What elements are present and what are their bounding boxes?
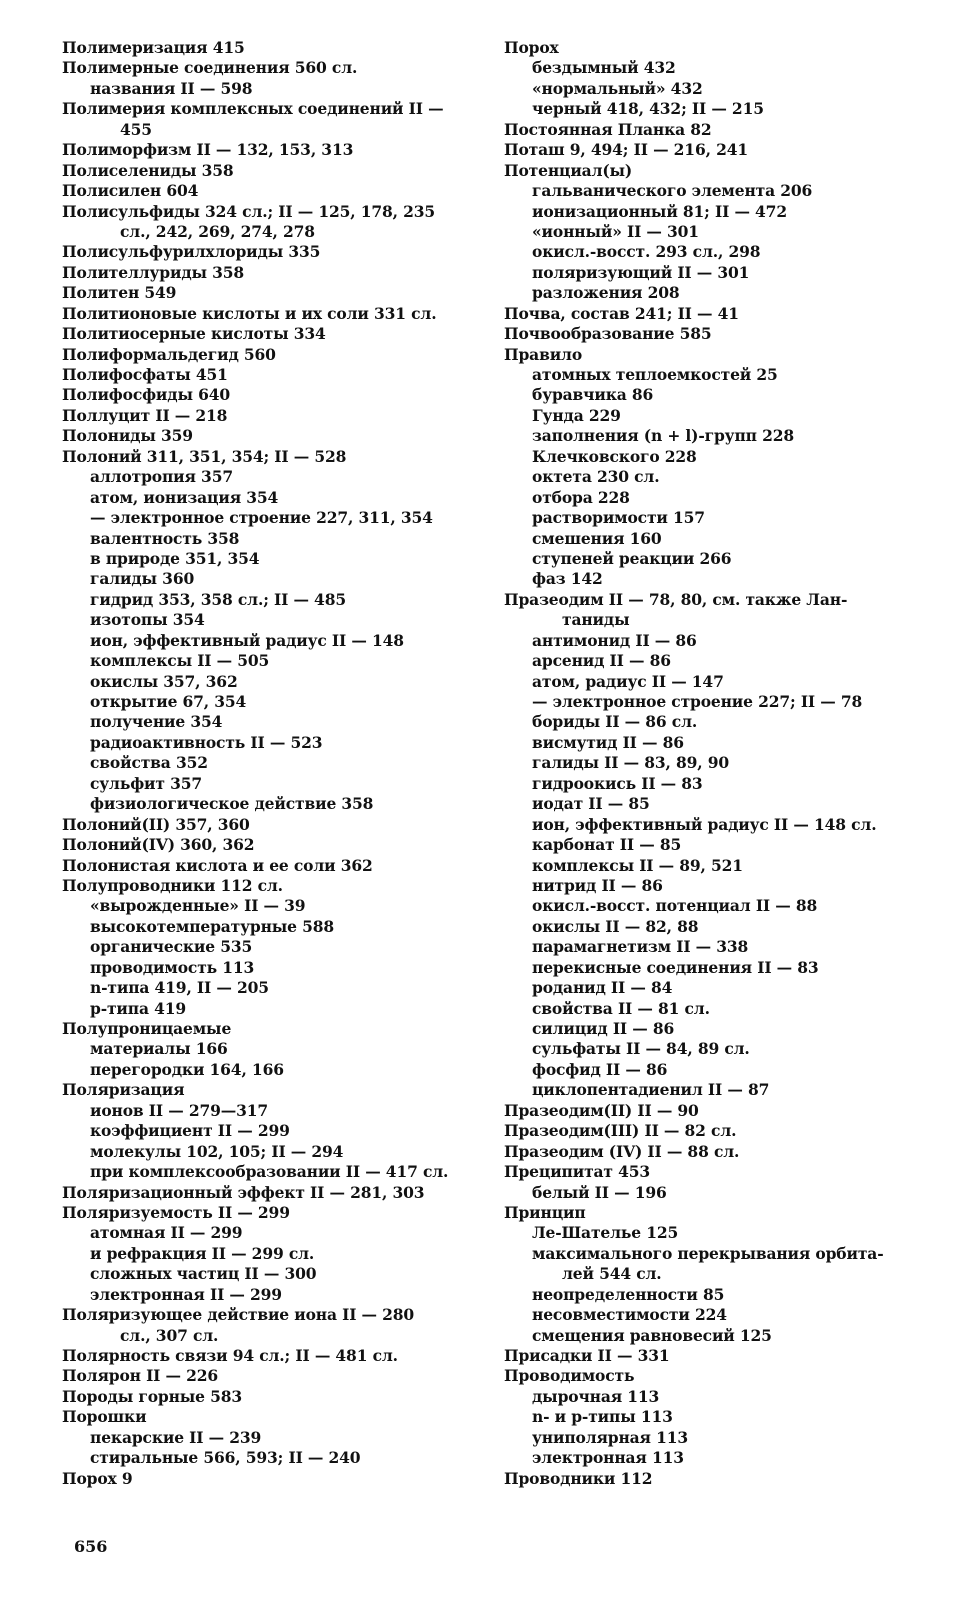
index-subentry: сульфит 357 bbox=[90, 773, 202, 793]
index-subentry: атомных теплоемкостей 25 bbox=[532, 365, 778, 384]
index-continuation: лей 544 сл. bbox=[562, 1264, 662, 1284]
index-subentry: стиральные 566, 593; II — 240 bbox=[90, 1448, 361, 1468]
index-subentry: Клечковского 228 bbox=[532, 446, 697, 466]
index-subentry: буравчика 86 bbox=[532, 385, 654, 405]
index-subentry: Ле-Шателье 125 bbox=[532, 1223, 679, 1243]
index-entry: Полифосфаты 451 bbox=[62, 365, 228, 384]
index-entry: Полонистая кислота и ее соли 362 bbox=[62, 855, 373, 875]
index-entry: Почва, состав 241; II — 41 bbox=[504, 303, 739, 323]
index-entry: Полимеризация 415 bbox=[62, 38, 245, 57]
index-subentry: сульфаты II — 84, 89 сл. bbox=[532, 1039, 750, 1059]
index-subentry: фаз 142 bbox=[532, 569, 603, 589]
index-entry: Полисульфиды 324 сл.; II — 125, 178, 235 bbox=[62, 201, 436, 221]
index-subentry: октета 230 сл. bbox=[532, 467, 660, 487]
index-entry: Постоянная Планка 82 bbox=[504, 119, 712, 139]
index-subentry: нитрид II — 86 bbox=[532, 875, 663, 895]
index-subentry: валентность 358 bbox=[90, 528, 240, 548]
index-subentry: свойства 352 bbox=[90, 753, 208, 773]
index-subentry: антимонид II — 86 bbox=[532, 630, 697, 650]
index-subentry: пекарские II — 239 bbox=[90, 1427, 262, 1447]
index-subentry: неопределенности 85 bbox=[532, 1284, 725, 1304]
index-subentry: перекисные соединения II — 83 bbox=[532, 957, 819, 977]
index-subentry: n-типа 419, II — 205 bbox=[90, 978, 269, 998]
index-column-right bbox=[504, 38, 924, 1489]
index-entry: Празеодим(II) II — 90 bbox=[504, 1100, 699, 1120]
index-continuation: 455 bbox=[120, 119, 152, 139]
index-entry: Полиселениды 358 bbox=[62, 160, 234, 180]
index-subentry: гидрид 353, 358 сл.; II — 485 bbox=[90, 589, 346, 609]
index-entry: Политиосерные кислоты 334 bbox=[62, 324, 326, 344]
index-subentry: атом, радиус II — 147 bbox=[532, 671, 724, 691]
index-entry: Преципитат 453 bbox=[504, 1162, 651, 1182]
index-subentry: физиологическое действие 358 bbox=[90, 794, 374, 814]
index-entry: Полупроницаемые bbox=[62, 1019, 232, 1038]
index-entry: Правило bbox=[504, 344, 583, 364]
index-column-left bbox=[62, 38, 462, 1489]
index-entry: Празеодим(III) II — 82 сл. bbox=[504, 1121, 737, 1141]
index-subentry: Гунда 229 bbox=[532, 405, 621, 425]
index-subentry: в природе 351, 354 bbox=[90, 548, 260, 568]
index-subentry: ион, эффективный радиус II — 148 сл. bbox=[532, 814, 877, 834]
index-subentry: аллотропия 357 bbox=[90, 467, 233, 487]
index-subentry: черный 418, 432; II — 215 bbox=[532, 99, 764, 119]
index-entry: Полярность связи 94 сл.; II — 481 сл. bbox=[62, 1346, 398, 1365]
index-entry: Полоний 311, 351, 354; II — 528 bbox=[62, 446, 347, 466]
index-subentry: парамагнетизм II — 338 bbox=[532, 937, 749, 957]
index-subentry: бориды II — 86 сл. bbox=[532, 712, 698, 732]
index-subentry: комплексы II — 505 bbox=[90, 651, 270, 671]
index-entry: Принцип bbox=[504, 1202, 586, 1222]
index-subentry: атом, ионизация 354 bbox=[90, 487, 279, 507]
index-entry: Полимерия комплексных соединений II — bbox=[62, 99, 444, 119]
index-subentry: несовместимости 224 bbox=[532, 1305, 727, 1325]
index-subentry: циклопентадиенил II — 87 bbox=[532, 1080, 770, 1100]
index-subentry: силицид II — 86 bbox=[532, 1019, 675, 1038]
index-subentry: арсенид II — 86 bbox=[532, 651, 671, 671]
index-subentry: растворимости 157 bbox=[532, 508, 705, 528]
index-continuation: сл., 242, 269, 274, 278 bbox=[120, 221, 315, 241]
index-subentry: «ионный» II — 301 bbox=[532, 221, 699, 241]
index-entry: Порох 9 bbox=[62, 1468, 133, 1488]
index-subentry: радиоактивность II — 523 bbox=[90, 732, 323, 752]
index-subentry: — электронное строение 227; II — 78 bbox=[532, 692, 863, 711]
index-subentry: — электронное строение 227, 311, 354 bbox=[90, 508, 433, 528]
index-subentry: максимального перекрывания орбита- bbox=[532, 1243, 884, 1263]
index-entry: Полиморфизм II — 132, 153, 313 bbox=[62, 140, 354, 160]
index-entry: Порошки bbox=[62, 1407, 147, 1427]
index-entry: Полимерные соединения 560 сл. bbox=[62, 58, 358, 78]
index-subentry: окислы 357, 362 bbox=[90, 671, 238, 691]
index-subentry: перегородки 164, 166 bbox=[90, 1059, 284, 1079]
index-entry: Полоний(IV) 360, 362 bbox=[62, 835, 255, 855]
index-subentry: p-типа 419 bbox=[90, 998, 187, 1018]
index-entry: Поллуцит II — 218 bbox=[62, 405, 228, 425]
index-subentry: получение 354 bbox=[90, 712, 223, 732]
index-subentry: при комплексообразовании II — 417 сл. bbox=[90, 1162, 449, 1182]
index-entry: Полониды 359 bbox=[62, 426, 193, 446]
index-subentry: электронная II — 299 bbox=[90, 1284, 282, 1304]
index-subentry: коэффициент II — 299 bbox=[90, 1121, 290, 1141]
index-entry: Полифосфиды 640 bbox=[62, 385, 231, 405]
index-subentry: комплексы II — 89, 521 bbox=[532, 855, 743, 875]
index-subentry: гидроокись II — 83 bbox=[532, 773, 703, 793]
index-entry: Присадки II — 331 bbox=[504, 1346, 670, 1365]
index-subentry: роданид II — 84 bbox=[532, 978, 673, 998]
index-subentry: органические 535 bbox=[90, 937, 253, 957]
index-entry: Полоний(II) 357, 360 bbox=[62, 814, 250, 834]
index-subentry: «вырожденные» II — 39 bbox=[90, 896, 306, 916]
index-subentry: высокотемпературные 588 bbox=[90, 916, 335, 936]
index-subentry: атомная II — 299 bbox=[90, 1223, 243, 1243]
index-continuation: таниды bbox=[562, 610, 630, 630]
index-entry: Породы горные 583 bbox=[62, 1386, 243, 1406]
index-subentry: отбора 228 bbox=[532, 487, 630, 507]
index-subentry: сложных частиц II — 300 bbox=[90, 1264, 317, 1284]
index-subentry: фосфид II — 86 bbox=[532, 1059, 668, 1079]
index-entry: Поляризующее действие иона II — 280 bbox=[62, 1305, 415, 1325]
index-subentry: гальванического элемента 206 bbox=[532, 181, 813, 201]
index-subentry: униполярная 113 bbox=[532, 1427, 689, 1447]
index-subentry: белый II — 196 bbox=[532, 1182, 667, 1202]
index-entry: Проводимость bbox=[504, 1366, 635, 1386]
page-number: 656 bbox=[74, 1537, 108, 1556]
index-entry: Поляризационный эффект II — 281, 303 bbox=[62, 1182, 425, 1202]
index-entry: Поляризуемость II — 299 bbox=[62, 1202, 290, 1222]
index-subentry: молекулы 102, 105; II — 294 bbox=[90, 1141, 344, 1161]
index-subentry: иодат II — 85 bbox=[532, 794, 650, 814]
index-subentry: открытие 67, 354 bbox=[90, 692, 247, 711]
index-subentry: электронная 113 bbox=[532, 1448, 684, 1468]
index-subentry: карбонат II — 85 bbox=[532, 835, 682, 855]
index-subentry: «нормальный» 432 bbox=[532, 78, 703, 98]
index-subentry: ионизационный 81; II — 472 bbox=[532, 201, 787, 221]
index-subentry: названия II — 598 bbox=[90, 78, 253, 98]
index-entry: Полярон II — 226 bbox=[62, 1366, 219, 1386]
index-subentry: дырочная 113 bbox=[532, 1386, 660, 1406]
index-subentry: окисл.-восст. 293 сл., 298 bbox=[532, 242, 761, 262]
index-subentry: материалы 166 bbox=[90, 1039, 228, 1059]
index-entry: Празеодим II — 78, 80, см. также Лан- bbox=[504, 589, 848, 609]
index-entry: Политионовые кислоты и их соли 331 сл. bbox=[62, 303, 437, 323]
index-subentry: ион, эффективный радиус II — 148 bbox=[90, 630, 404, 650]
index-subentry: смешения 160 bbox=[532, 528, 662, 548]
index-entry: Порох bbox=[504, 38, 559, 57]
index-subentry: ионов II — 279—317 bbox=[90, 1100, 268, 1120]
index-subentry: галиды 360 bbox=[90, 569, 195, 589]
index-subentry: галиды II — 83, 89, 90 bbox=[532, 753, 730, 773]
index-subentry: висмутид II — 86 bbox=[532, 732, 684, 752]
index-subentry: и рефракция II — 299 сл. bbox=[90, 1243, 315, 1263]
index-subentry: разложения 208 bbox=[532, 283, 680, 303]
index-entry: Полителлуриды 358 bbox=[62, 262, 245, 282]
index-subentry: смещения равновесий 125 bbox=[532, 1325, 772, 1345]
index-continuation: сл., 307 сл. bbox=[120, 1325, 219, 1345]
index-subentry: свойства II — 81 сл. bbox=[532, 998, 710, 1018]
index-entry: Потенциал(ы) bbox=[504, 160, 633, 180]
index-entry: Празеодим (IV) II — 88 сл. bbox=[504, 1141, 740, 1161]
index-entry: Поляризация bbox=[62, 1080, 185, 1100]
index-subentry: окисл.-восст. потенциал II — 88 bbox=[532, 896, 818, 916]
index-entry: Полупроводники 112 сл. bbox=[62, 875, 283, 895]
index-entry: Полисилен 604 bbox=[62, 181, 199, 201]
index-entry: Политен 549 bbox=[62, 283, 177, 303]
index-entry: Проводники 112 bbox=[504, 1468, 653, 1488]
index-subentry: окислы II — 82, 88 bbox=[532, 916, 699, 936]
index-entry: Полиформальдегид 560 bbox=[62, 344, 276, 364]
index-entry: Почвообразование 585 bbox=[504, 324, 712, 344]
index-subentry: изотопы 354 bbox=[90, 610, 205, 630]
index-subentry: проводимость 113 bbox=[90, 957, 255, 977]
index-subentry: бездымный 432 bbox=[532, 58, 676, 78]
index-subentry: n- и p-типы 113 bbox=[532, 1407, 673, 1427]
index-subentry: ступеней реакции 266 bbox=[532, 548, 732, 568]
index-subentry: поляризующий II — 301 bbox=[532, 262, 750, 282]
index-entry: Полисульфурилхлориды 335 bbox=[62, 242, 321, 262]
index-entry: Поташ 9, 494; II — 216, 241 bbox=[504, 140, 748, 160]
index-subentry: заполнения (n + l)-групп 228 bbox=[532, 426, 794, 446]
